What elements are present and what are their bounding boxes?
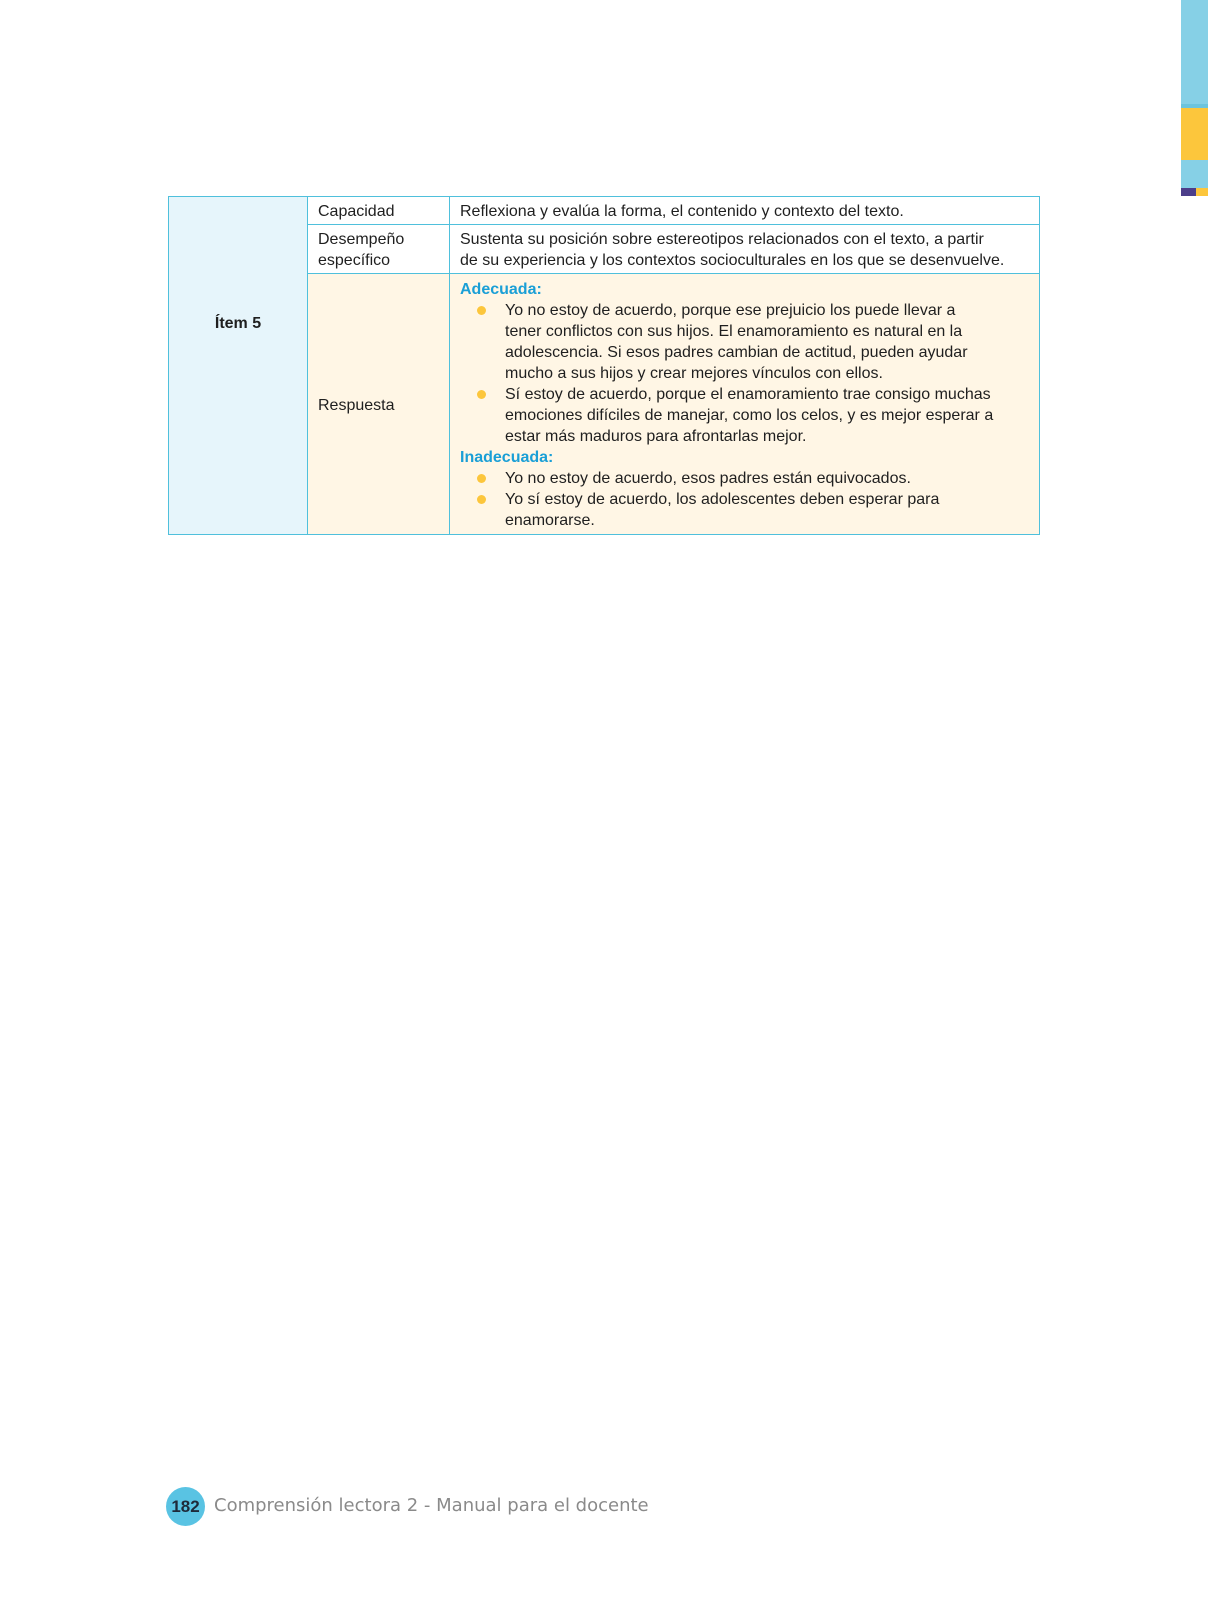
capacidad-label-cell <box>308 197 450 225</box>
adecuada-list <box>460 300 1029 447</box>
adecuada-heading: Adecuada: <box>460 281 542 298</box>
list-item <box>505 384 1029 447</box>
bullet-dot-icon <box>477 474 486 483</box>
bullet-dot-icon <box>477 306 486 315</box>
list-item-line: Yo no estoy de acuerdo, porque ese prejuicio los puede llevar a <box>505 302 956 319</box>
list-item-line: Sí estoy de acuerdo, porque el enamoramiento trae consigo muchas <box>505 386 991 403</box>
list-item <box>505 300 1029 384</box>
bullet-dot-icon <box>477 390 486 399</box>
footer-title: Comprensión lectora 2 - Manual para el docente <box>214 1495 649 1516</box>
desempeno-label-line: Desempeño <box>318 231 405 248</box>
desempeno-text-cell <box>450 225 1040 274</box>
page-number-badge: 182 <box>166 1487 205 1526</box>
inadecuada-list <box>460 468 1029 531</box>
list-item-line: Yo no estoy de acuerdo, esos padres están equivocados. <box>505 470 911 487</box>
evaluation-table <box>168 196 1040 535</box>
list-item-line: emociones difíciles de manejar, como los celos, y es mejor esperar a <box>505 407 994 424</box>
desempeno-label-cell <box>308 225 450 274</box>
edge-tab-blue <box>1181 0 1208 104</box>
edge-stripe-yellow <box>1196 188 1208 196</box>
bullet-dot-icon <box>477 495 486 504</box>
list-item-line: adolescencia. Si esos padres cambian de actitud, pueden ayudar <box>505 344 968 361</box>
list-item <box>505 489 1029 531</box>
desempeno-text-line: Sustenta su posición sobre estereotipos relacionados con el texto, a partir <box>460 231 984 248</box>
item-cell <box>169 197 308 535</box>
list-item-line: enamorarse. <box>505 512 595 529</box>
edge-stripe-purple <box>1181 188 1196 196</box>
capacidad-text-cell <box>450 197 1040 225</box>
respuesta-text-cell <box>450 274 1040 535</box>
desempeno-label-line: específico <box>318 252 391 269</box>
list-item-line: mucho a sus hijos y crear mejores vínculos con ellos. <box>505 365 883 382</box>
desempeno-text-line: de su experiencia y los contextos socioculturales en los que se desenvuelve. <box>460 252 1005 269</box>
list-item-line: Yo sí estoy de acuerdo, los adolescentes deben esperar para <box>505 491 940 508</box>
respuesta-label: Respuesta <box>318 396 395 414</box>
edge-tab-blue-small <box>1181 160 1208 188</box>
row-capacidad <box>169 197 1040 225</box>
respuesta-label-cell <box>308 274 450 535</box>
list-item-line: tener conflictos con sus hijos. El enamoramiento es natural en la <box>505 323 963 340</box>
list-item-line: estar más maduros para afrontarlas mejor. <box>505 428 807 445</box>
edge-tab-yellow <box>1181 108 1208 160</box>
list-item <box>505 468 1029 489</box>
item-label: Ítem 5 <box>214 315 262 332</box>
capacidad-label: Capacidad <box>318 203 395 220</box>
capacidad-text: Reflexiona y evalúa la forma, el contenido y contexto del texto. <box>460 203 904 220</box>
inadecuada-heading: Inadecuada: <box>460 449 554 466</box>
